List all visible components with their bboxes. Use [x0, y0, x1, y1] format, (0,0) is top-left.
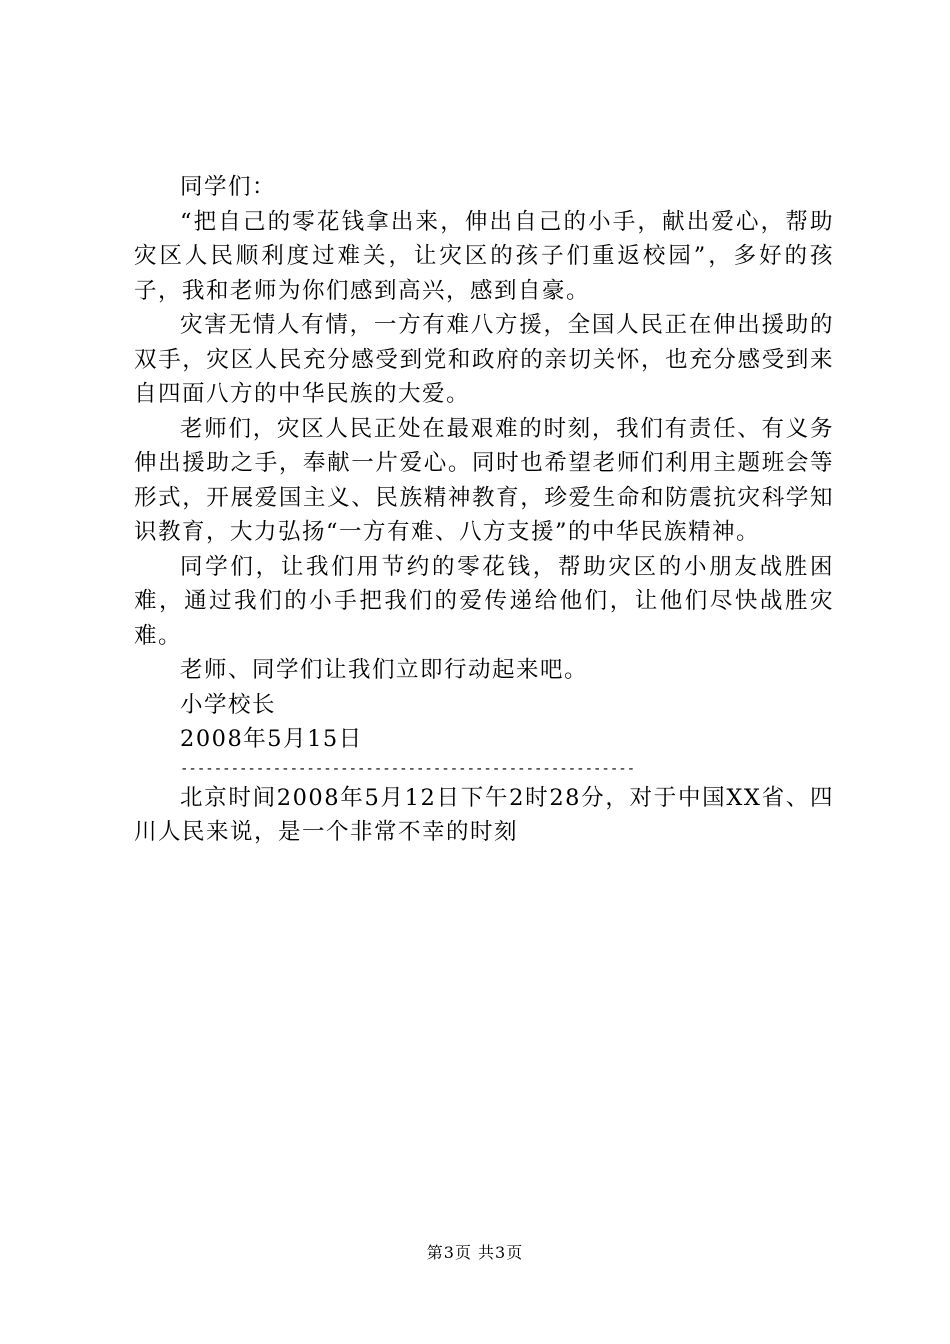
paragraph-2: 灾害无情人有情，一方有难八方援，全国人民正在伸出援助的双手，灾区人民充分感受到党和政府的亲切关怀，也充分感受到来自四面八方的中华民族的大爱。: [134, 312, 834, 407]
date-line: 2008年5月15日: [180, 726, 363, 752]
paragraph-4: 同学们，让我们用节约的零花钱，帮助灾区的小朋友战胜困难，通过我们的小手把我们的爱传递给他们，让他们尽快战胜灾难。: [134, 553, 834, 649]
greeting: 同学们：: [180, 174, 277, 200]
document-body: [134, 170, 834, 850]
paragraph-3: 老师们，灾区人民正处在最艰难的时刻，我们有责任、有义务伸出援助之手，奉献一片爱心。同时也希望老师们利用主题班会等形式，开展爱国主义、民族精神教育，珍爱生命和防震抗灾科学知识教育，大力弘扬“一方有难、八方支援”的中华民族精神。: [134, 415, 834, 545]
paragraph-1: “把自己的零花钱拿出来，伸出自己的小手，献出爱心，帮助灾区人民顺利度过难关，让灾区的孩子们重返校园”，多好的孩子，我和老师为你们感到高兴，感到自豪。: [134, 208, 834, 304]
signature: 小学校长: [180, 691, 277, 718]
page-footer: 第3页 共3页: [426, 1243, 524, 1262]
dashed-divider: ------------------------------------------------------: [180, 760, 636, 777]
closing-line: 老师、同学们让我们立即行动起来吧。: [180, 657, 589, 683]
next-paragraph: 北京时间2008年5月12日下午2时28分，对于中国XX省、四川人民来说，是一个非常不幸的时刻: [134, 784, 834, 845]
